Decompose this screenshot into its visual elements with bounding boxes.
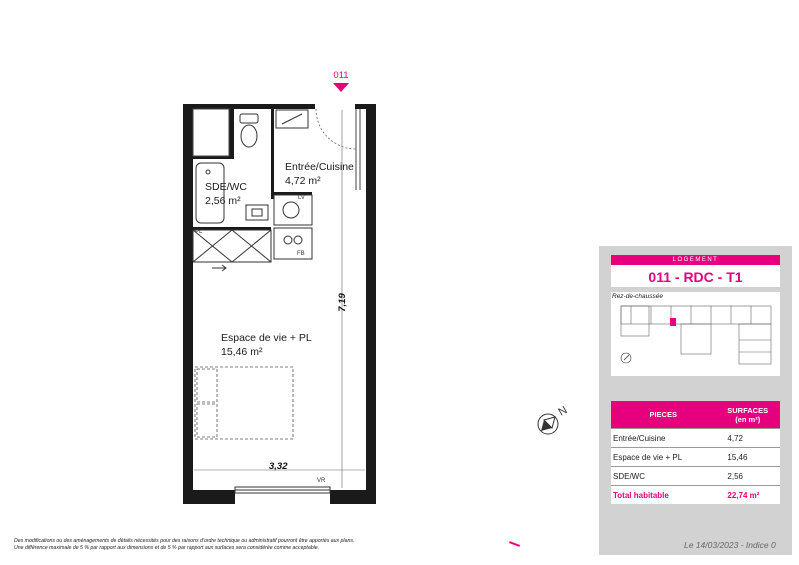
label-fb: FB bbox=[297, 251, 305, 257]
logement-label: LOGEMENT bbox=[611, 255, 780, 265]
table-total-value: 22,74 m² bbox=[715, 486, 780, 505]
table-header-surfaces-label: SURFACES bbox=[727, 405, 769, 415]
room-entree-area: 4,72 m² bbox=[285, 175, 321, 187]
table-row bbox=[611, 467, 780, 486]
table-row bbox=[611, 429, 780, 448]
toilet-fixture bbox=[240, 114, 258, 147]
room-entree-name: Entrée/Cuisine bbox=[285, 161, 354, 173]
dimension-width: 3,32 bbox=[269, 461, 288, 472]
room-sde bbox=[205, 180, 247, 208]
table-cell-surface: 2,56 bbox=[715, 467, 780, 486]
room-sde-name: SDE/WC bbox=[205, 181, 247, 193]
table-total-label: Total habitable bbox=[611, 486, 715, 505]
room-espace-name: Espace de vie + PL bbox=[221, 332, 312, 344]
room-sde-area: 2,56 m² bbox=[205, 195, 241, 207]
table-row bbox=[611, 448, 780, 467]
label-vr: VR bbox=[317, 478, 326, 484]
entry-arrow-icon bbox=[333, 83, 349, 92]
disclaimer bbox=[14, 538, 354, 551]
disclaimer-line-1: Des modifications ou des aménagements de détails nécessités pour des raisons d'ordre technique ou administratif pourront être apportés aux plans. bbox=[14, 538, 355, 544]
table-total-row bbox=[611, 486, 780, 505]
info-panel bbox=[599, 246, 792, 555]
date-indice: Le 14/03/2023 - Indice 0 bbox=[684, 540, 776, 550]
key-plan-drawing bbox=[611, 292, 780, 376]
key-plan bbox=[611, 292, 780, 376]
dimension-length: 7,19 bbox=[336, 293, 348, 312]
table-header-pieces: PIECES bbox=[611, 401, 715, 429]
bed-outline bbox=[195, 367, 293, 439]
keyplan-label: Rez-de-chaussée bbox=[612, 293, 663, 300]
disclaimer-line-2: Une différence maximale de 5 % par rapport aux dimensions et de 5 % par rapport aux surfaces sera considérée comme acceptable. bbox=[14, 544, 320, 551]
unit-marker-label: 011 bbox=[333, 70, 349, 81]
room-espace-area: 15,46 m² bbox=[221, 346, 263, 358]
table-cell-piece: Entrée/Cuisine bbox=[611, 429, 715, 448]
unit-title: 011 - RDC - T1 bbox=[611, 265, 780, 287]
north-arrow-icon bbox=[538, 414, 558, 434]
table-cell-surface: 4,72 bbox=[715, 429, 780, 448]
room-espace bbox=[221, 331, 312, 359]
room-entree bbox=[285, 160, 354, 188]
svg-text:N: N bbox=[556, 404, 570, 419]
unit-marker bbox=[326, 70, 356, 92]
label-lv: LV bbox=[298, 195, 305, 201]
keyplan-north-icon bbox=[621, 353, 631, 363]
surfaces-table bbox=[611, 401, 780, 504]
table-cell-piece: SDE/WC bbox=[611, 467, 715, 486]
table-cell-surface: 15,46 bbox=[715, 448, 780, 467]
storage-unit bbox=[193, 230, 271, 262]
table-header-surfaces-unit: (en m²) bbox=[735, 414, 761, 424]
pink-mark bbox=[509, 541, 520, 547]
table-cell-piece: Espace de vie + PL bbox=[611, 448, 715, 467]
label-pl: PL bbox=[195, 229, 203, 235]
table-header-surfaces bbox=[715, 401, 780, 429]
